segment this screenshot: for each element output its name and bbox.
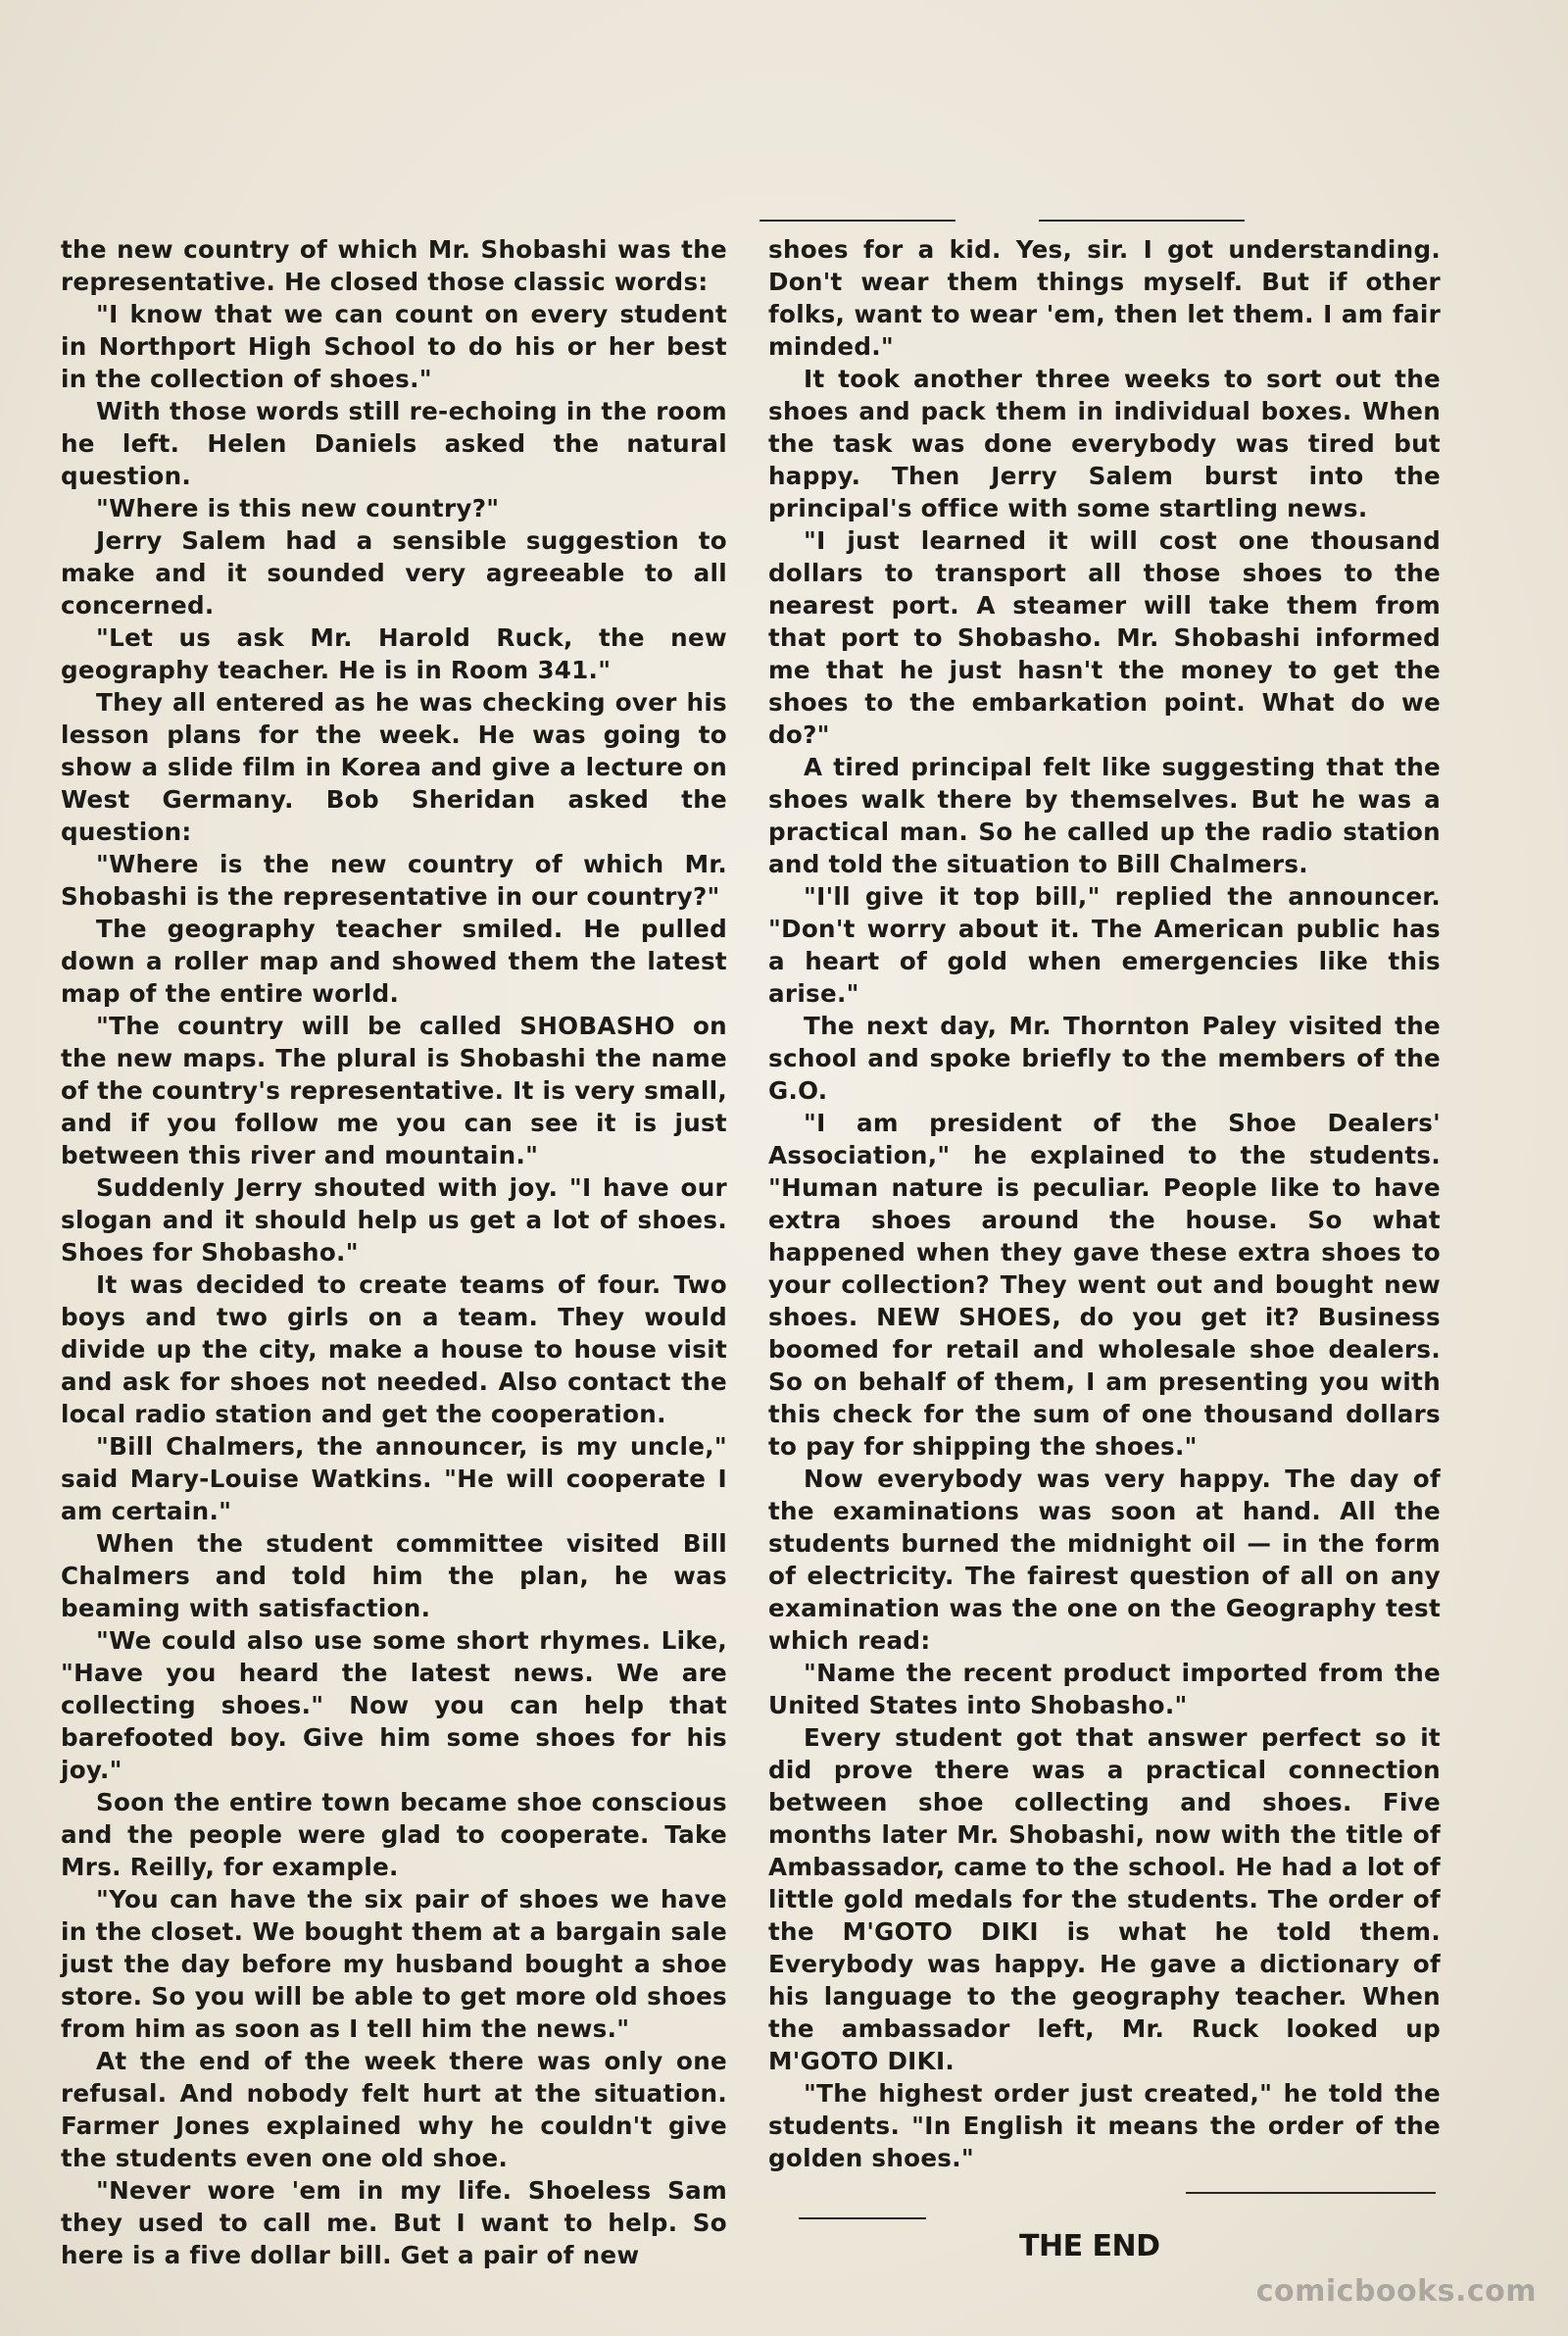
- story-paragraph: When the student committee visited Bill Chalmers and told him the plan, he was beaming with satisfaction.: [61, 1529, 727, 1622]
- story-paragraph: shoes for a kid. Yes, sir. I got understanding. Don't wear them things myself. But if other folks, want to wear 'em, then let them. I am fair minded.": [768, 235, 1441, 361]
- left-text-column: [61, 233, 727, 2269]
- story-paragraph: "The country will be called SHOBASHO on the new maps. The plural is Shobashi the name of the country's representative. It is very small, and if you follow me you can see it is just between this river and mountain.": [61, 1012, 727, 1169]
- story-paragraph: "I am president of the Shoe Dealers' Association," he explained to the students. "Human nature is peculiar. People like to have extra shoes around the house. So what happened when they gave these extra shoes to your collection? They went out and bought new shoes. NEW SHOES, do you get it? Business boomed for retail and wholesale shoe dealers. So on behalf of them, I am presenting you with this check for the sum of one thousand dollars to pay for shipping the shoes.": [768, 1109, 1441, 1461]
- story-paragraph: They all entered as he was checking over his lesson plans for the week. He was going to show a slide film in Korea and give a lecture on West Germany. Bob Sheridan asked the question:: [61, 688, 727, 846]
- story-paragraph: Jerry Salem had a sensible suggestion to make and it sounded very agreeable to all concerned.: [61, 526, 727, 620]
- story-paragraph: "Where is the new country of which Mr. Shobashi is the representative in our country?": [61, 850, 727, 911]
- end-divider-rule-right: [1186, 2192, 1436, 2194]
- end-divider-rule: [799, 2217, 926, 2219]
- the-end-label: THE END: [1019, 2229, 1160, 2263]
- story-paragraph: Every student got that answer perfect so it did prove there was a practical connection between shoe collecting and shoes. Five months later Mr. Shobashi, now with the title of Ambassador, came to the school. He had a lot of little gold medals for the students. The order of the M'GOTO DIKI is what he told them. Everybody was happy. He gave a dictionary of his language to the geography teacher. When the ambassador left, Mr. Ruck looked up M'GOTO DIKI.: [768, 1723, 1441, 2075]
- story-paragraph: "I know that we can count on every student in Northport High School to do his or her best in the collection of shoes.": [61, 300, 727, 393]
- story-paragraph: "You can have the six pair of shoes we have in the closet. We bought them at a bargain sale just the day before my husband bought a shoe store. So you will be able to get more old shoes from him as soon as I tell him the news.": [61, 1885, 727, 2043]
- story-paragraph: Now everybody was very happy. The day of the examinations was soon at hand. All the students burned the midnight oil — in the form of electricity. The fairest question of all on any examination was the one on the Geography test which read:: [768, 1465, 1441, 1655]
- story-paragraph: A tired principal felt like suggesting that the shoes walk there by themselves. But he was a practical man. So he called up the radio station and told the situation to Bill Chalmers.: [768, 753, 1441, 878]
- story-paragraph: "We could also use some short rhymes. Like, "Have you heard the latest news. We are collecting shoes." Now you can help that barefooted boy. Give him some shoes for his joy.": [61, 1626, 727, 1784]
- story-paragraph: The geography teacher smiled. He pulled down a roller map and showed them the latest map of the entire world.: [61, 915, 727, 1008]
- story-paragraph: "Let us ask Mr. Harold Ruck, the new geography teacher. He is in Room 341.": [61, 623, 727, 684]
- story-paragraph: the new country of which Mr. Shobashi was the representative. He closed those classic words:: [61, 235, 727, 296]
- right-text-column: [768, 233, 1441, 2174]
- story-paragraph: Soon the entire town became shoe conscious and the people were glad to cooperate. Take Mrs. Reilly, for example.: [61, 1788, 727, 1881]
- story-paragraph: It took another three weeks to sort out the shoes and pack them in individual boxes. When the task was done everybody was tired but happy. Then Jerry Salem burst into the principal's office with some startling news.: [768, 365, 1441, 522]
- story-paragraph: At the end of the week there was only one refusal. And nobody felt hurt at the situation. Farmer Jones explained why he couldn't give the students even one old shoe.: [61, 2047, 727, 2172]
- story-paragraph: Suddenly Jerry shouted with joy. "I have our slogan and it should help us get a lot of shoes. Shoes for Shobasho.": [61, 1173, 727, 1267]
- story-paragraph: With those words still re-echoing in the room he left. Helen Daniels asked the natural question.: [61, 397, 727, 490]
- top-divider-rule-right: [1039, 220, 1245, 222]
- story-paragraph: The next day, Mr. Thornton Paley visited the school and spoke briefly to the members of the G.O.: [768, 1012, 1441, 1105]
- story-paragraph: "I just learned it will cost one thousand dollars to transport all those shoes to the nearest port. A steamer will take them from that port to Shobasho. Mr. Shobashi informed me that he just hasn't the money to get the shoes to the embarkation point. What do we do?": [768, 526, 1441, 749]
- story-paragraph: "Where is this new country?": [96, 494, 500, 522]
- story-paragraph: "Bill Chalmers, the announcer, is my uncle," said Mary-Louise Watkins. "He will cooperate I am certain.": [61, 1432, 727, 1525]
- story-paragraph: "I'll give it top bill," replied the announcer. "Don't worry about it. The American public has a heart of gold when emergencies like this arise.": [768, 882, 1441, 1008]
- story-paragraph: "The highest order just created," he told the students. "In English it means the order of the golden shoes.": [768, 2079, 1441, 2172]
- story-paragraph: It was decided to create teams of four. Two boys and two girls on a team. They would divide up the city, make a house to house visit and ask for shoes not needed. Also contact the local radio station and get the cooperation.: [61, 1270, 727, 1428]
- top-divider-rule: [760, 220, 956, 222]
- story-paragraph: "Name the recent product imported from the United States into Shobasho.": [768, 1659, 1441, 1719]
- story-paragraph: "Never wore 'em in my life. Shoeless Sam they used to call me. But I want to help. So here is a five dollar bill. Get a pair of new: [61, 2176, 727, 2269]
- site-watermark: comicbooks.com: [1255, 2274, 1537, 2309]
